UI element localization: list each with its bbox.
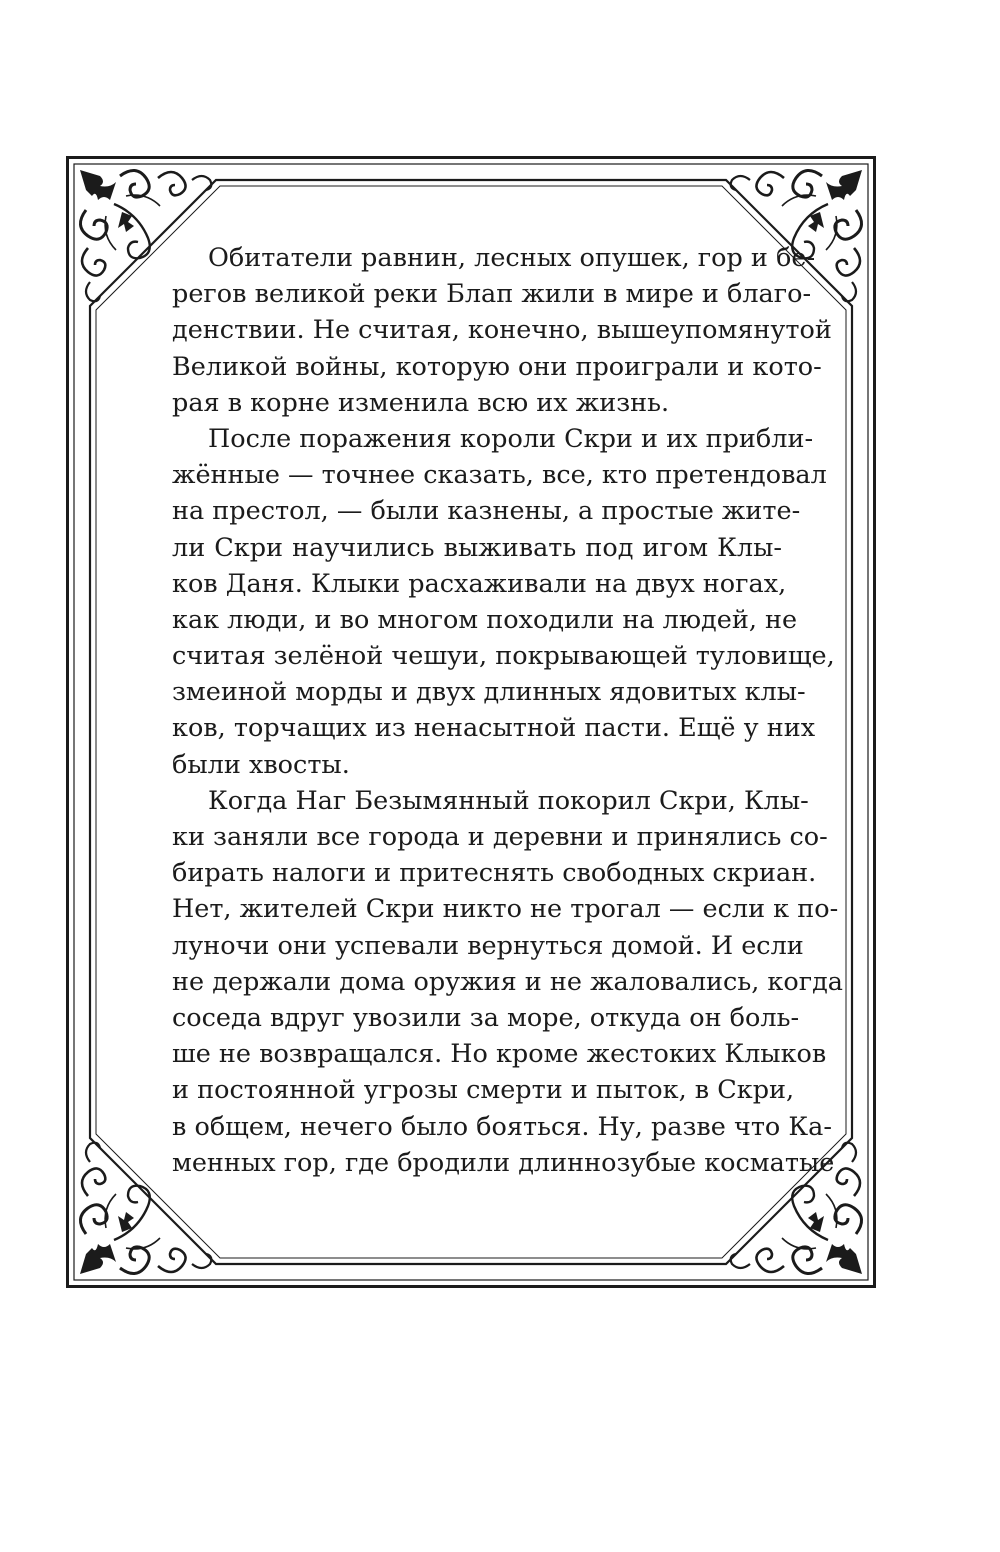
text-line: как люди, и во многом походили на людей, не: [172, 604, 798, 635]
text-line: После поражения короли Скри и их прибли-: [208, 423, 814, 454]
text-line: Обитатели равнин, лесных опушек, гор и бе-: [208, 243, 816, 273]
text-line: ли Скри научились выживать под игом Клы-: [172, 532, 782, 563]
text-line: ков Даня. Клыки расхаживали на двух ногах,: [172, 568, 787, 599]
paragraph: [172, 421, 835, 783]
text-line: менных гор, где бродили длиннозубые косматые: [172, 1147, 835, 1178]
text-line: Нет, жителей Скри никто не трогал — если к по-: [172, 894, 839, 925]
text-line: соседа вдруг увозили за море, откуда он боль-: [172, 1002, 800, 1033]
text-line: Великой войны, которую они проиграли и кото-: [172, 351, 822, 382]
text-line: считая зелёной чешуи, покрывающей туловище,: [172, 641, 835, 672]
text-line: рая в корне изменила всю их жизнь.: [172, 387, 670, 418]
paragraph: [172, 783, 843, 1181]
text-line: не держали дома оружия и не жаловались, когда: [172, 966, 843, 997]
body-text: [172, 240, 843, 1181]
text-line: на престол, — были казнены, а простые жите-: [172, 496, 801, 527]
text-line: луночи они успевали вернуться домой. И если: [172, 930, 804, 961]
text-line: денствии. Не считая, конечно, вышеупомянутой: [172, 315, 832, 346]
text-line: жённые — точнее сказать, все, кто претендовал: [172, 460, 827, 491]
text-line: ки заняли все города и деревни и принялись со-: [172, 822, 828, 852]
text-line: бирать налоги и притеснять свободных скриан.: [172, 858, 817, 889]
text-line: в общем, нечего было бояться. Ну, разве что Ка-: [172, 1111, 832, 1142]
text-line: ше не возвращался. Но кроме жестоких Клыков: [172, 1039, 827, 1070]
paragraph: [172, 240, 832, 421]
text-line: ков, торчащих из ненасытной пасти. Ещё у них: [172, 713, 816, 744]
text-line: и постоянной угрозы смерти и пыток, в Скри,: [172, 1075, 795, 1106]
text-line: регов великой реки Блап жили в мире и благо-: [172, 279, 812, 310]
text-line: Когда Наг Безымянный покорил Скри, Клы-: [208, 785, 809, 816]
text-line: змеиной морды и двух длинных ядовитых клы-: [172, 677, 806, 708]
text-line: были хвосты.: [172, 749, 350, 780]
